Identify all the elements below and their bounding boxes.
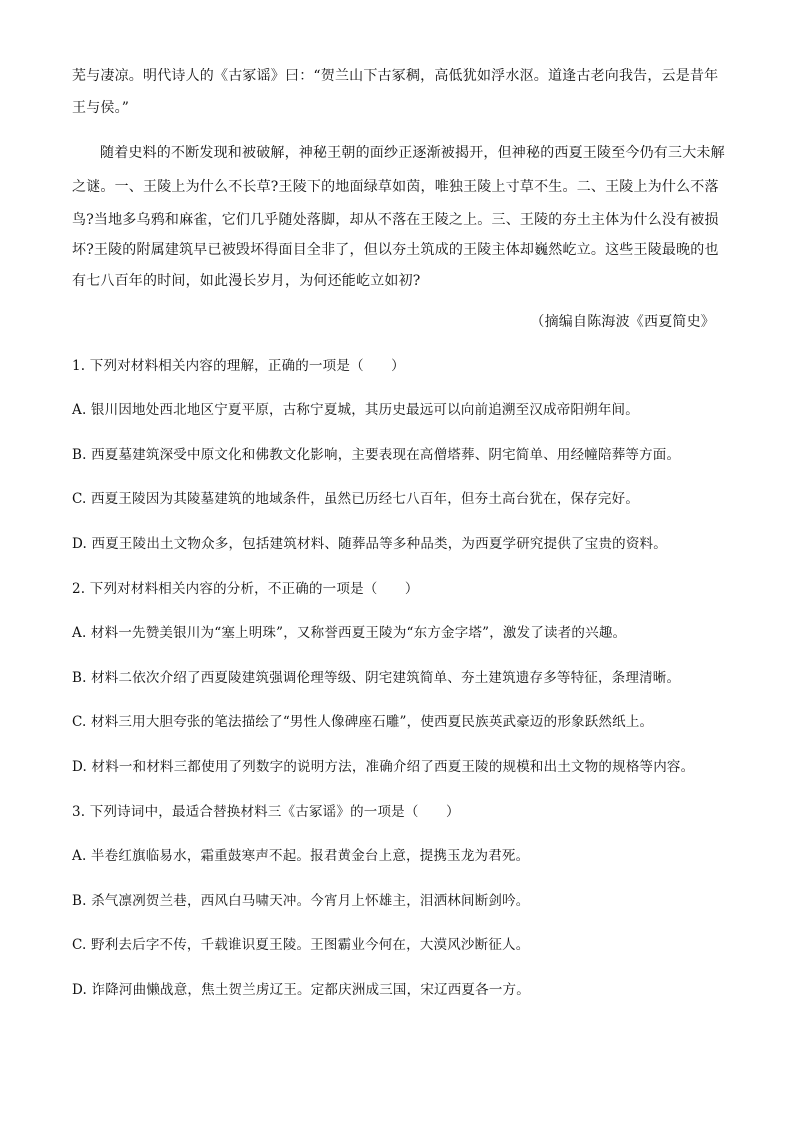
question-2-option-c: C. 材料三用大胆夸张的笔法描绘了“男性人像碑座石雕”，使西夏民族英武豪迈的形象跃然纸上。 xyxy=(72,714,654,730)
question-3-option-b: B. 杀气凛冽贺兰巷，西风白马啸天冲。今宵月上怀雄主，泪洒林间断剑吟。 xyxy=(72,893,530,909)
question-3-stem: 3. 下列诗词中，最适合替换材料三《古冢谣》的一项是（ ） xyxy=(72,804,460,820)
question-1-option-b: B. 西夏墓建筑深受中原文化和佛教文化影响，主要表现在高僧塔葬、阴宅简单、用经幢陪葬等方面。 xyxy=(72,447,681,463)
question-3-option-a: A. 半卷红旗临易水，霜重鼓寒声不起。报君黄金台上意，提携玉龙为君死。 xyxy=(72,848,530,864)
passage-paragraph-2-line-1: 随着史料的不断发现和被破解，神秘王朝的面纱正逐渐被揭开，但神秘的西夏王陵至今仍有三大未解 xyxy=(100,145,725,161)
passage-paragraph-2-line-2: 之谜。一、王陵上为什么不长草?王陵下的地面绿草如茵，唯独王陵上寸草不生。二、王陵上为什么不落 xyxy=(72,179,719,195)
question-2-option-d: D. 材料一和材料三都使用了列数字的说明方法，准确介绍了西夏王陵的规模和出土文物的规格等内容。 xyxy=(72,759,695,775)
passage-paragraph-1-line-2: 王与侯。” xyxy=(72,100,130,116)
question-2-stem: 2. 下列对材料相关内容的分析，不正确的一项是（ ） xyxy=(72,581,419,597)
question-2-option-a: A. 材料一先赞美银川为“塞上明珠”，又称誉西夏王陵为“东方金字塔”，激发了读者的兴趣。 xyxy=(72,625,627,641)
question-3-option-c: C. 野利去后字不传，千载谁识夏王陵。王图霸业今何在，大漠风沙断征人。 xyxy=(72,937,530,953)
passage-paragraph-2-line-4: 坏?王陵的附属建筑早已被毁坏得面目全非了，但以夯土筑成的王陵主体却巍然屹立。这些王陵最晚的也 xyxy=(72,242,719,258)
passage-paragraph-2-line-3: 鸟?当地多乌鸦和麻雀，它们几乎随处落脚，却从不落在王陵之上。三、王陵的夯土主体为什么没有被损 xyxy=(72,212,719,228)
question-1-option-d: D. 西夏王陵出土文物众多，包括建筑材料、随葬品等多种品类，为西夏学研究提供了宝贵的资料。 xyxy=(72,536,667,552)
question-3-option-d: D. 诈降河曲懒战意，焦土贺兰虏辽王。定都庆洲成三国，宋辽西夏各一方。 xyxy=(72,982,530,998)
source-citation: （摘编自陈海波《西夏简史》 xyxy=(530,314,715,330)
question-1-option-a: A. 银川因地处西北地区宁夏平原，古称宁夏城，其历史最远可以向前追溯至汉成帝阳朔年间。 xyxy=(72,402,639,418)
passage-paragraph-1-line-1: 芜与凄凉。明代诗人的《古冢谣》曰：“贺兰山下古冢稠，高低犹如浮水沤。道逢古老向我告，云是昔年 xyxy=(72,68,719,84)
passage-paragraph-2-line-5: 有七八百年的时间，如此漫长岁月，为何还能屹立如初? xyxy=(72,273,421,289)
question-1-option-c: C. 西夏王陵因为其陵墓建筑的地域条件，虽然已历经七八百年，但夯土高台犹在，保存完好。 xyxy=(72,491,640,507)
question-1-stem: 1. 下列对材料相关内容的理解，正确的一项是（ ） xyxy=(72,358,405,374)
question-2-option-b: B. 材料二依次介绍了西夏陵建筑强调伦理等级、阴宅建筑简单、夯土建筑遗存多等特征，条理清晰。 xyxy=(72,670,681,686)
